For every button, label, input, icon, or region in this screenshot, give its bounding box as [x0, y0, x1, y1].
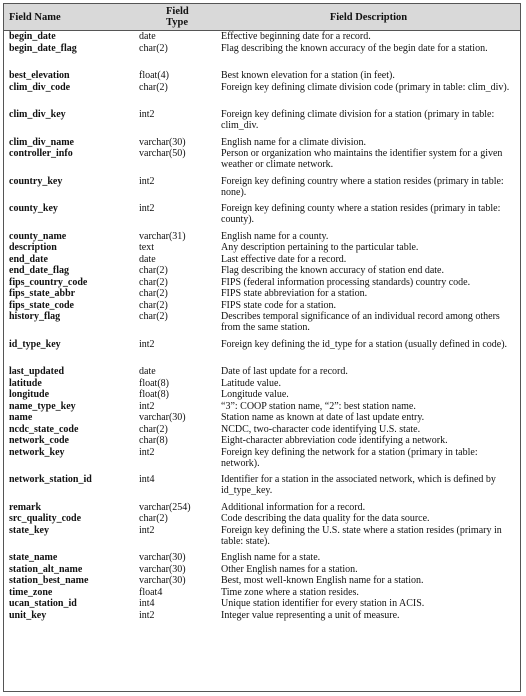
field-type-cell: int2 — [139, 338, 155, 350]
field-name-cell: ucan_station_id — [9, 598, 77, 609]
field-type-cell: char(2) — [139, 288, 168, 299]
field-description-cell: English name for a county. — [221, 230, 329, 242]
table-row — [4, 176, 520, 204]
field-type-cell: int2 — [139, 203, 155, 214]
field-description-cell: NCDC, two-character code identifying U.S. state. — [221, 423, 421, 435]
field-type-cell: varchar(31) — [139, 230, 186, 242]
field-type-cell: char(2) — [139, 81, 168, 93]
field-description-cell: FIPS state abbreviation for a station. — [221, 288, 368, 299]
table-row — [4, 412, 520, 424]
field-description-cell: Latitude value. — [221, 377, 281, 389]
field-description-cell: Person or organization who maintains the identifier system for a given weather or climate network. — [221, 148, 503, 170]
field-type-cell: text — [139, 242, 154, 253]
table-row — [4, 339, 520, 367]
table-row — [4, 513, 520, 525]
field-name-cell: clim_div_name — [9, 136, 74, 148]
field-name-cell: ncdc_state_code — [9, 423, 79, 435]
field-type-cell: varchar(30) — [139, 552, 186, 563]
field-description-cell: FIPS state code for a station. — [221, 299, 336, 311]
table-row — [4, 31, 520, 43]
header-field-name: Field Name — [4, 4, 134, 31]
field-type-cell: int2 — [139, 175, 155, 187]
field-type-cell: int2 — [139, 524, 155, 536]
field-name-cell: end_date_flag — [9, 265, 69, 276]
field-type-cell: float4 — [139, 586, 163, 598]
table-row — [4, 447, 520, 475]
field-description-cell: Foreign key defining county where a station resides (primary in table: county). — [221, 203, 501, 225]
field-name-cell: network_station_id — [9, 474, 92, 485]
field-name-cell: best_elevation — [9, 70, 70, 81]
table-header — [4, 4, 520, 31]
field-type-cell: int2 — [139, 400, 155, 412]
field-name-cell: station_alt_name — [9, 563, 83, 575]
field-name-cell: fips_state_abbr — [9, 288, 76, 299]
table-row — [4, 502, 520, 514]
table-row — [4, 242, 520, 254]
field-type-cell: varchar(30) — [139, 136, 186, 148]
table-row — [4, 525, 520, 553]
table-row — [4, 265, 520, 277]
field-name-cell: time_zone — [9, 586, 53, 598]
table-row — [4, 137, 520, 149]
field-name-cell: unit_key — [9, 609, 47, 621]
field-description-cell: Foreign key defining climate division code (primary in table: clim_div). — [221, 81, 510, 93]
table-row — [4, 435, 520, 447]
field-type-cell: varchar(30) — [139, 575, 186, 586]
header-field-description: Field Description — [216, 4, 520, 31]
field-name-cell: end_date — [9, 253, 48, 265]
field-name-cell: remark — [9, 501, 42, 513]
table-row — [4, 378, 520, 390]
field-name-cell: description — [9, 242, 57, 253]
field-type-cell: char(2) — [139, 513, 168, 524]
field-name-cell: county_key — [9, 203, 58, 214]
field-description-cell: Foreign key defining climate division for a station (primary in table: clim_div. — [221, 109, 495, 131]
table-row — [4, 300, 520, 312]
table-row — [4, 575, 520, 587]
field-type-cell: char(2) — [139, 42, 168, 54]
table-row — [4, 474, 520, 502]
field-description-cell: FIPS (federal information processing standards) country code. — [221, 276, 471, 288]
field-name-cell: county_name — [9, 230, 67, 242]
field-type-cell: varchar(50) — [139, 148, 186, 159]
field-type-cell: char(2) — [139, 265, 168, 276]
table-row — [4, 598, 520, 610]
field-description-cell: Eight-character abbreviation code identifying a network. — [221, 435, 448, 446]
field-description-cell: Foreign key defining the U.S. state where a station resides (primary in table: state). — [221, 524, 502, 547]
field-type-cell: date — [139, 253, 156, 265]
field-description-cell: Time zone where a station resides. — [221, 586, 359, 598]
field-name-cell: begin_date — [9, 31, 56, 42]
table-body — [4, 31, 520, 622]
field-table-frame — [3, 3, 521, 692]
field-description-cell: Foreign key defining country where a station resides (primary in table: none). — [221, 175, 504, 198]
field-description-cell: Flag describing the known accuracy of the begin date for a station. — [221, 42, 488, 54]
field-type-cell: float(8) — [139, 389, 169, 400]
field-type-cell: char(2) — [139, 276, 168, 288]
field-type-cell: int4 — [139, 474, 155, 485]
field-type-cell: int4 — [139, 598, 155, 609]
table-row — [4, 366, 520, 378]
field-type-cell: char(2) — [139, 311, 168, 322]
field-name-cell: latitude — [9, 377, 42, 389]
field-description-cell: Effective beginning date for a record. — [221, 31, 371, 42]
field-description-cell: English name for a state. — [221, 552, 321, 563]
table-row — [4, 401, 520, 413]
field-name-cell: country_key — [9, 175, 63, 187]
table-row — [4, 424, 520, 436]
field-name-cell: begin_date_flag — [9, 42, 77, 54]
table-row — [4, 70, 520, 82]
field-type-cell: int2 — [139, 609, 155, 621]
field-description-cell: Unique station identifier for every station in ACIS. — [221, 598, 425, 609]
field-type-cell: char(8) — [139, 435, 168, 446]
table-row — [4, 311, 520, 339]
field-name-cell: src_quality_code — [9, 513, 82, 524]
field-name-cell: name_type_key — [9, 400, 76, 412]
table-row — [4, 148, 520, 176]
table-row — [4, 389, 520, 401]
field-description-cell: Best known elevation for a station (in feet). — [221, 70, 395, 81]
table-row — [4, 277, 520, 289]
field-name-cell: id_type_key — [9, 338, 61, 350]
field-type-cell: varchar(254) — [139, 501, 191, 513]
table-row — [4, 552, 520, 564]
field-type-cell: float(4) — [139, 70, 169, 81]
field-name-cell: fips_country_code — [9, 276, 88, 288]
field-description-cell: Code describing the data quality for the data source. — [221, 513, 430, 524]
field-type-cell: varchar(30) — [139, 563, 186, 575]
field-description-cell: Other English names for a station. — [221, 563, 358, 575]
field-name-cell: history_flag — [9, 311, 61, 322]
field-name-cell: clim_div_code — [9, 81, 71, 93]
field-name-cell: station_best_name — [9, 575, 89, 586]
table-row — [4, 231, 520, 243]
table-row — [4, 587, 520, 599]
table-row — [4, 109, 520, 137]
field-description-cell: Additional information for a record. — [221, 501, 366, 513]
field-description-cell: Identifier for a station in the associated network, which is defined by id_type_key. — [221, 474, 496, 496]
field-definition-table — [4, 4, 520, 621]
field-description-cell: Flag describing the known accuracy of station end date. — [221, 265, 444, 276]
header-row — [4, 4, 520, 31]
field-name-cell: state_key — [9, 524, 49, 536]
field-type-cell: varchar(30) — [139, 412, 186, 423]
field-name-cell: network_code — [9, 435, 69, 446]
field-description-cell: “3”: COOP station name, “2”: best station name. — [221, 400, 416, 412]
table-row — [4, 564, 520, 576]
table-row — [4, 254, 520, 266]
field-name-cell: network_key — [9, 446, 65, 458]
field-type-cell: char(2) — [139, 423, 168, 435]
field-name-cell: state_name — [9, 552, 58, 563]
field-description-cell: Last effective date for a record. — [221, 253, 347, 265]
field-description-cell: Any description pertaining to the particular table. — [221, 242, 419, 253]
field-type-cell: char(2) — [139, 299, 168, 311]
table-row — [4, 288, 520, 300]
field-name-cell: controller_info — [9, 148, 73, 159]
field-name-cell: longitude — [9, 389, 50, 400]
field-type-cell: float(8) — [139, 377, 169, 389]
field-type-cell: date — [139, 31, 156, 42]
table-row — [4, 203, 520, 231]
field-description-cell: English name for a climate division. — [221, 136, 366, 148]
field-description-cell: Foreign key defining the id_type for a station (usually defined in code). — [221, 338, 508, 350]
field-description-cell: Foreign key defining the network for a station (primary in table: network). — [221, 446, 478, 469]
field-description-cell: Describes temporal significance of an individual record among others from the same station. — [221, 311, 500, 333]
field-type-cell: date — [139, 366, 156, 377]
table-row — [4, 82, 520, 110]
field-description-cell: Date of last update for a record. — [221, 366, 348, 377]
table-row — [4, 610, 520, 622]
table-row — [4, 43, 520, 71]
field-description-cell: Best, most well-known English name for a station. — [221, 575, 424, 586]
field-name-cell: fips_state_code — [9, 299, 74, 311]
field-name-cell: last_updated — [9, 366, 65, 377]
field-description-cell: Longitude value. — [221, 389, 289, 400]
field-name-cell: clim_div_key — [9, 109, 66, 120]
header-field-type: Field Type — [134, 4, 216, 31]
field-name-cell: name — [9, 412, 33, 423]
field-type-cell: int2 — [139, 446, 155, 458]
field-description-cell: Integer value representing a unit of measure. — [221, 609, 400, 621]
field-description-cell: Station name as known at date of last update entry. — [221, 412, 425, 423]
field-type-cell: int2 — [139, 109, 155, 120]
